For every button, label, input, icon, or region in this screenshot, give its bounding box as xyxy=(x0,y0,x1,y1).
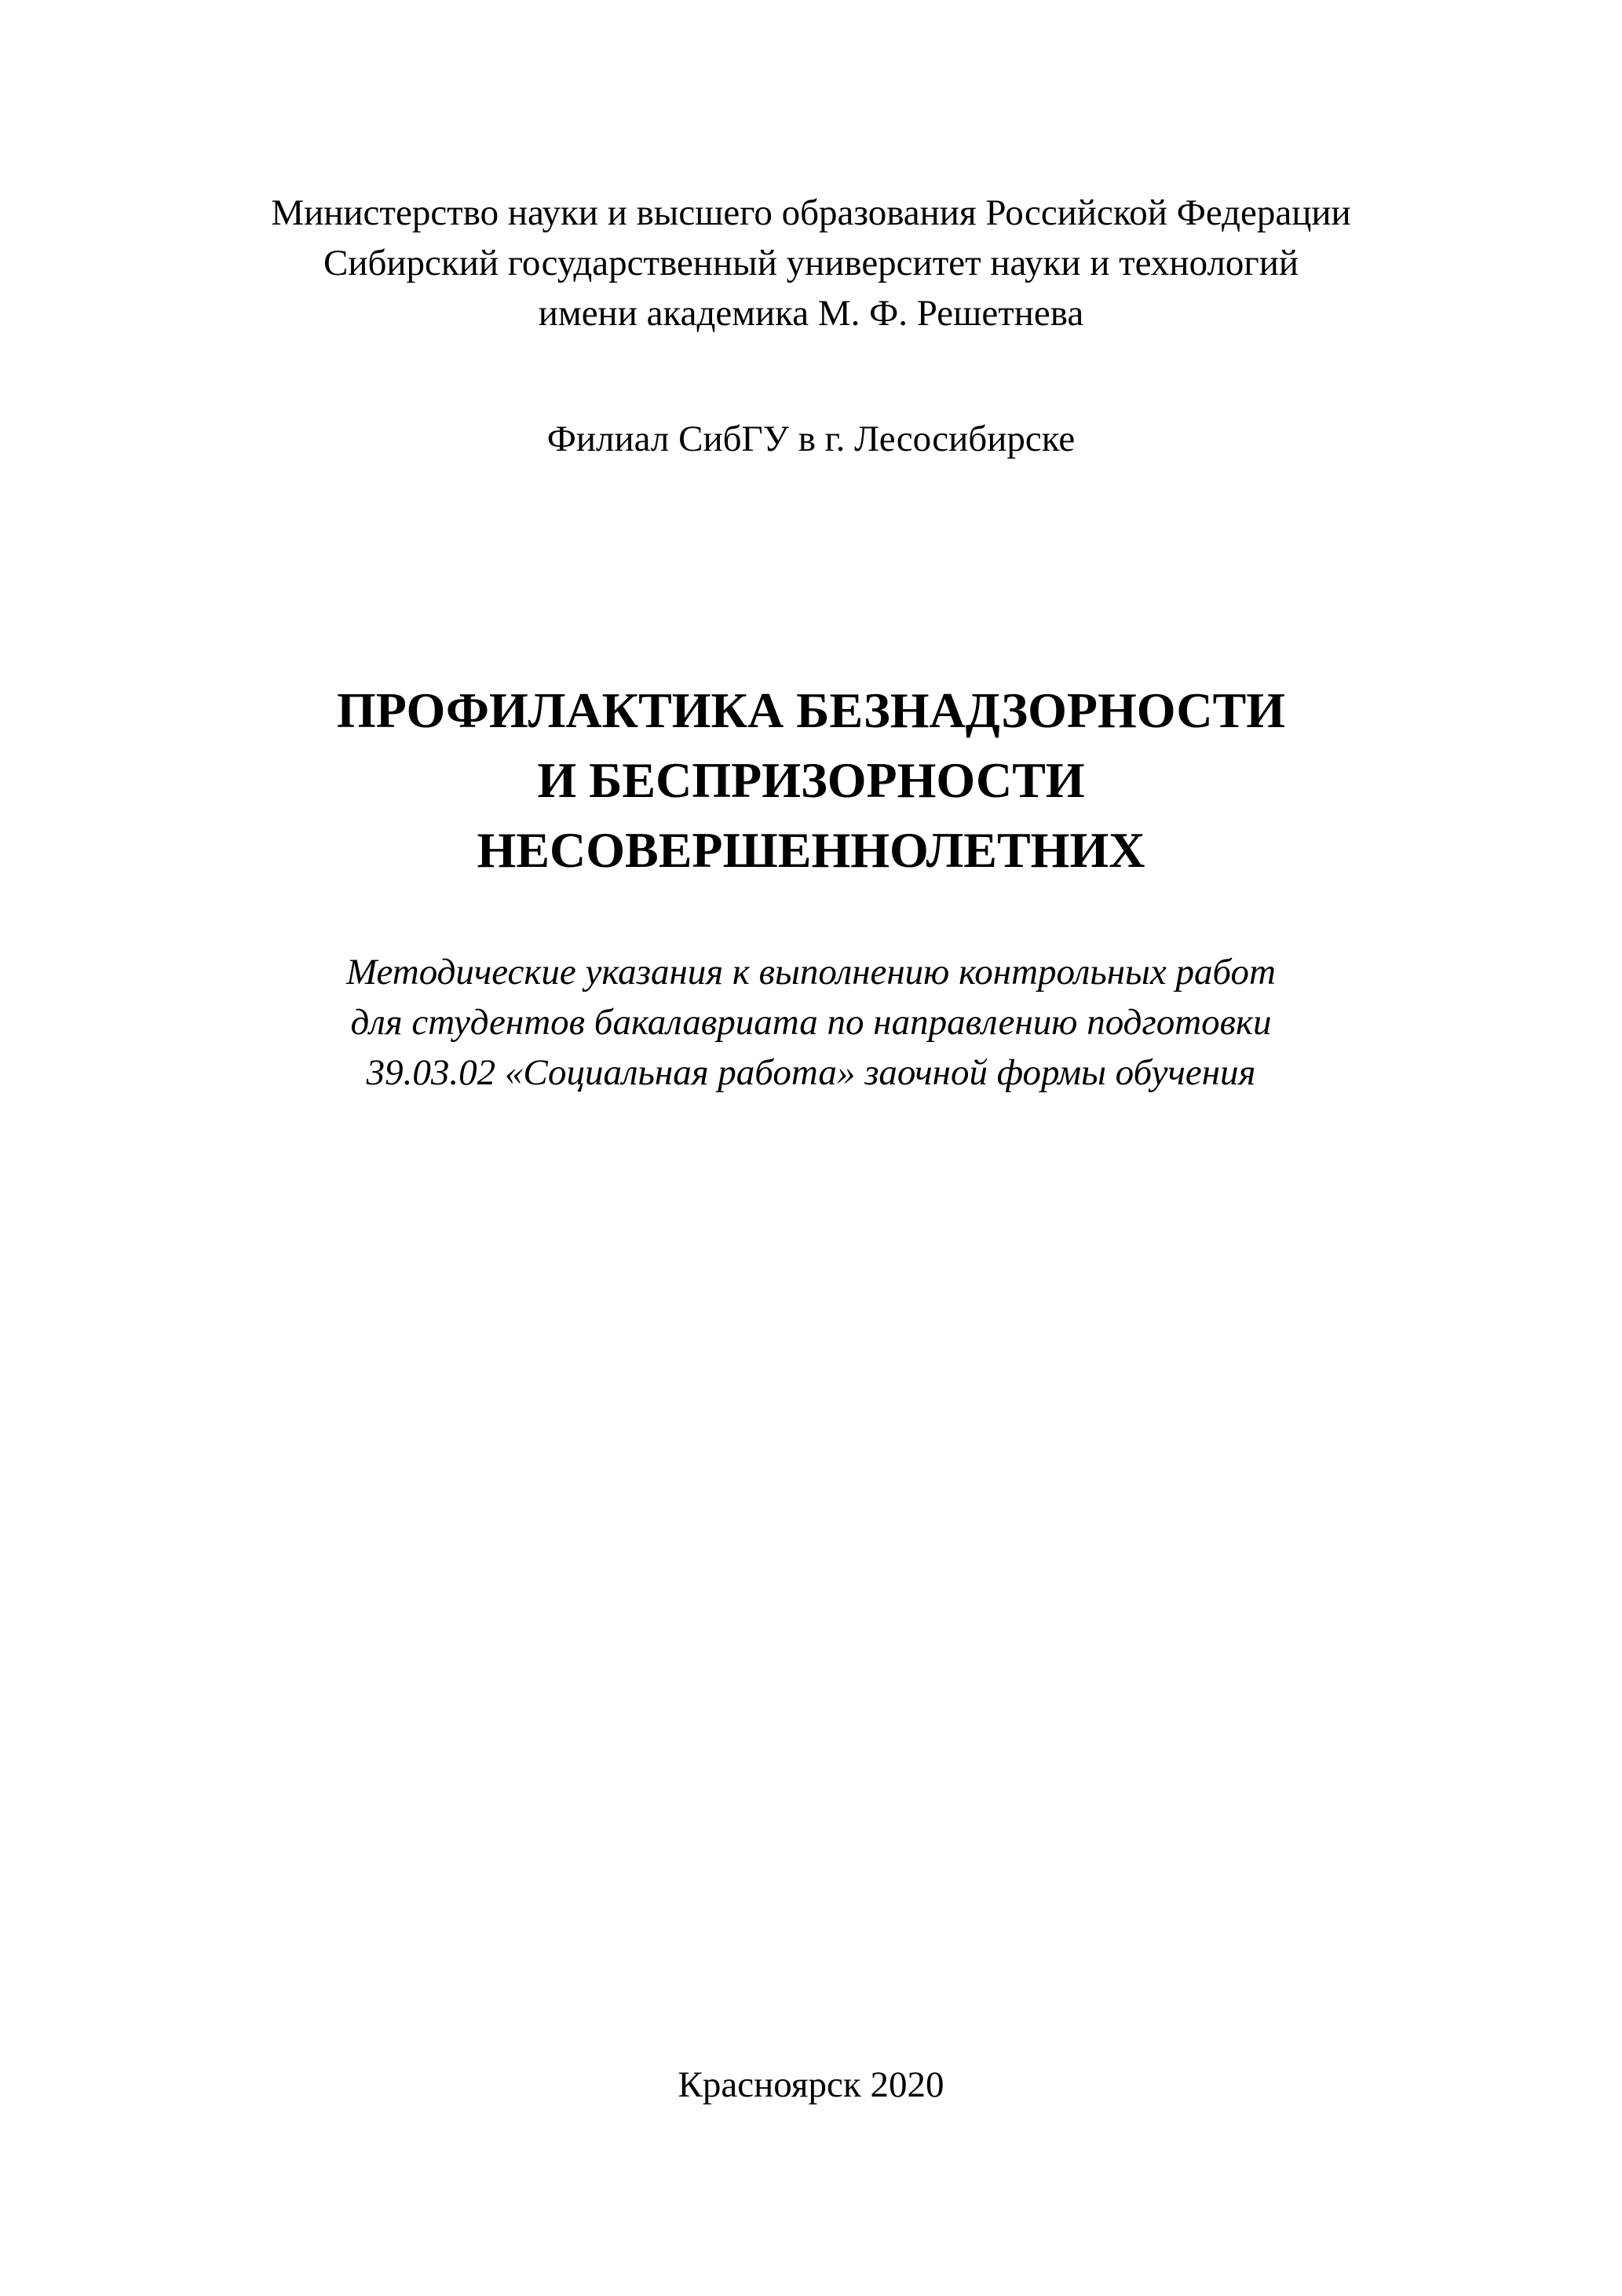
subtitle-line-3: 39.03.02 «Социальная работа» заочной формы обучения xyxy=(366,1052,1256,1093)
branch-text: Филиал СибГУ в г. Лесосибирске xyxy=(546,419,1076,459)
ministry-line: Министерство науки и высшего образования Российской Федерации xyxy=(271,192,1351,233)
subtitle-line-1: Методические указания к выполнению контрольных работ xyxy=(346,952,1276,993)
institution-header xyxy=(0,188,1622,338)
university-line: Сибирский государственный университет науки и технологий xyxy=(323,243,1299,283)
place-year xyxy=(0,2060,1622,2110)
branch-line xyxy=(0,414,1622,464)
document-subtitle xyxy=(0,947,1622,1098)
document-title xyxy=(0,675,1622,885)
title-line-3: НЕСОВЕРШЕННОЛЕТНИХ xyxy=(477,822,1145,878)
subtitle-line-2: для студентов бакалавриата по направлению подготовки xyxy=(350,1002,1272,1043)
title-line-2: И БЕСПРИЗОРНОСТИ xyxy=(537,752,1085,808)
university-name-line: имени академика М. Ф. Решетнева xyxy=(538,293,1084,334)
title-line-1: ПРОФИЛАКТИКА БЕЗНАДЗОРНОСТИ xyxy=(336,682,1286,738)
city-year-text: Красноярск 2020 xyxy=(678,2064,944,2105)
